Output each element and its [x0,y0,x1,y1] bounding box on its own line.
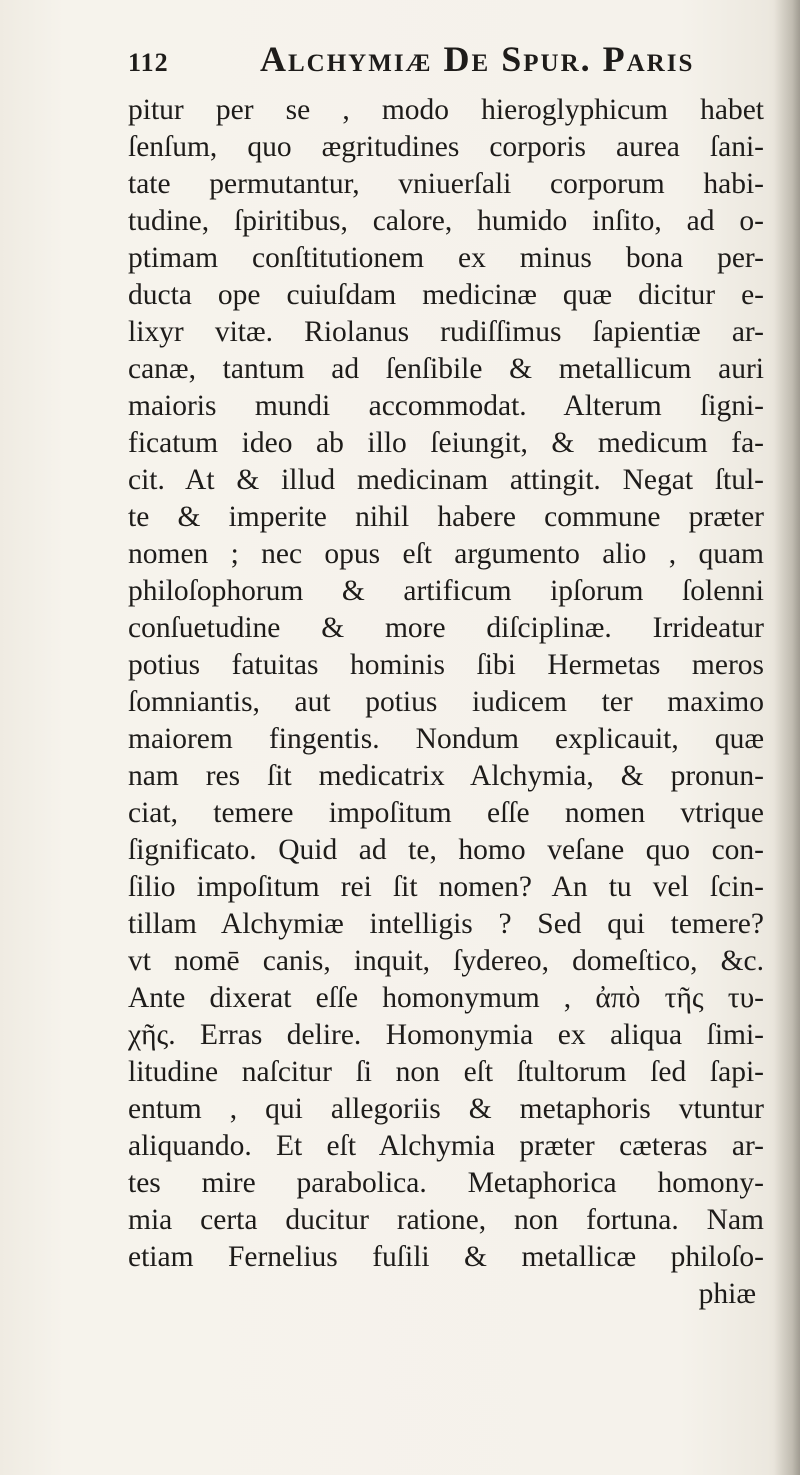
running-title: Alchymiæ De Spur. Paris [260,39,695,79]
page-header [128,38,768,90]
page-number: 112 [128,48,169,77]
text-line: lixyr vitæ. Riolanus rudiſſimus ſapientiæ ar- [128,316,764,348]
text-line: ſilio impoſitum rei ſit nomen? An tu vel ſcin- [128,871,764,903]
text-line: entum , qui allegoriis & metaphoris vtuntur [128,1093,764,1125]
body-text [128,92,764,1313]
text-line: tes mire parabolica. Metaphorica homony- [128,1167,764,1199]
catchword: phiæ [698,1278,756,1310]
text-line: ſignificato. Quid ad te, homo veſane quo con- [128,834,764,866]
text-line: cit. At & illud medicinam attingit. Negat ſtul- [128,464,764,496]
text-line: ptimam conſtitutionem ex minus bona per- [128,242,764,274]
text-line: ficatum ideo ab illo ſeiungit, & medicum fa- [128,427,764,459]
text-line: potius fatuitas hominis ſibi Hermetas meros [128,649,764,681]
text-line: mia certa ducitur ratione, non fortuna. Nam [128,1204,764,1236]
text-line: ſomniantis, aut potius iudicem ter maximo [128,686,764,718]
text-line: litudine naſcitur ſi non eſt ſtultorum ſed ſapi- [128,1056,764,1088]
text-line: nam res ſit medicatrix Alchymia, & pronun- [128,760,764,792]
text-line: ducta ope cuiuſdam medicinæ quæ dicitur e- [128,279,764,311]
text-line: ciat, temere impoſitum eſſe nomen vtrique [128,797,764,829]
text-line: maioris mundi accommodat. Alterum ſigni- [128,390,764,422]
text-line: tillam Alchymiæ intelligis ? Sed qui temere? [128,908,764,940]
text-line: aliquando. Et eſt Alchymia præter cæteras ar- [128,1130,764,1162]
text-line: etiam Fernelius fuſili & metallicæ philoſo- [128,1241,764,1273]
text-line: nomen ; nec opus eſt argumento alio , quam [128,538,764,570]
text-line: maiorem fingentis. Nondum explicauit, quæ [128,723,764,755]
text-line: ſenſum, quo ægritudines corporis aurea ſani- [128,131,764,163]
text-line: tate permutantur, vniuerſali corporum habi- [128,168,764,200]
text-line: Ante dixerat eſſe homonymum , ἀπὸ τῆς τυ- [128,982,764,1014]
text-line: canæ, tantum ad ſenſibile & metallicum auri [128,353,764,385]
text-line: vt nomē canis, inquit, ſydereo, domeſtico, &c. [128,945,764,977]
page-edge-shadow [774,0,800,1475]
text-line: pitur per se , modo hieroglyphicum habet [128,94,764,126]
text-line: χῆς. Erras delire. Homonymia ex aliqua ſimi- [128,1019,764,1051]
text-line: tudine, ſpiritibus, calore, humido inſito, ad o- [128,205,764,237]
text-line: te & imperite nihil habere commune præter [128,501,764,533]
text-line: philoſophorum & artificum ipſorum ſolenni [128,575,764,607]
text-line: conſuetudine & more diſciplinæ. Irrideatur [128,612,764,644]
